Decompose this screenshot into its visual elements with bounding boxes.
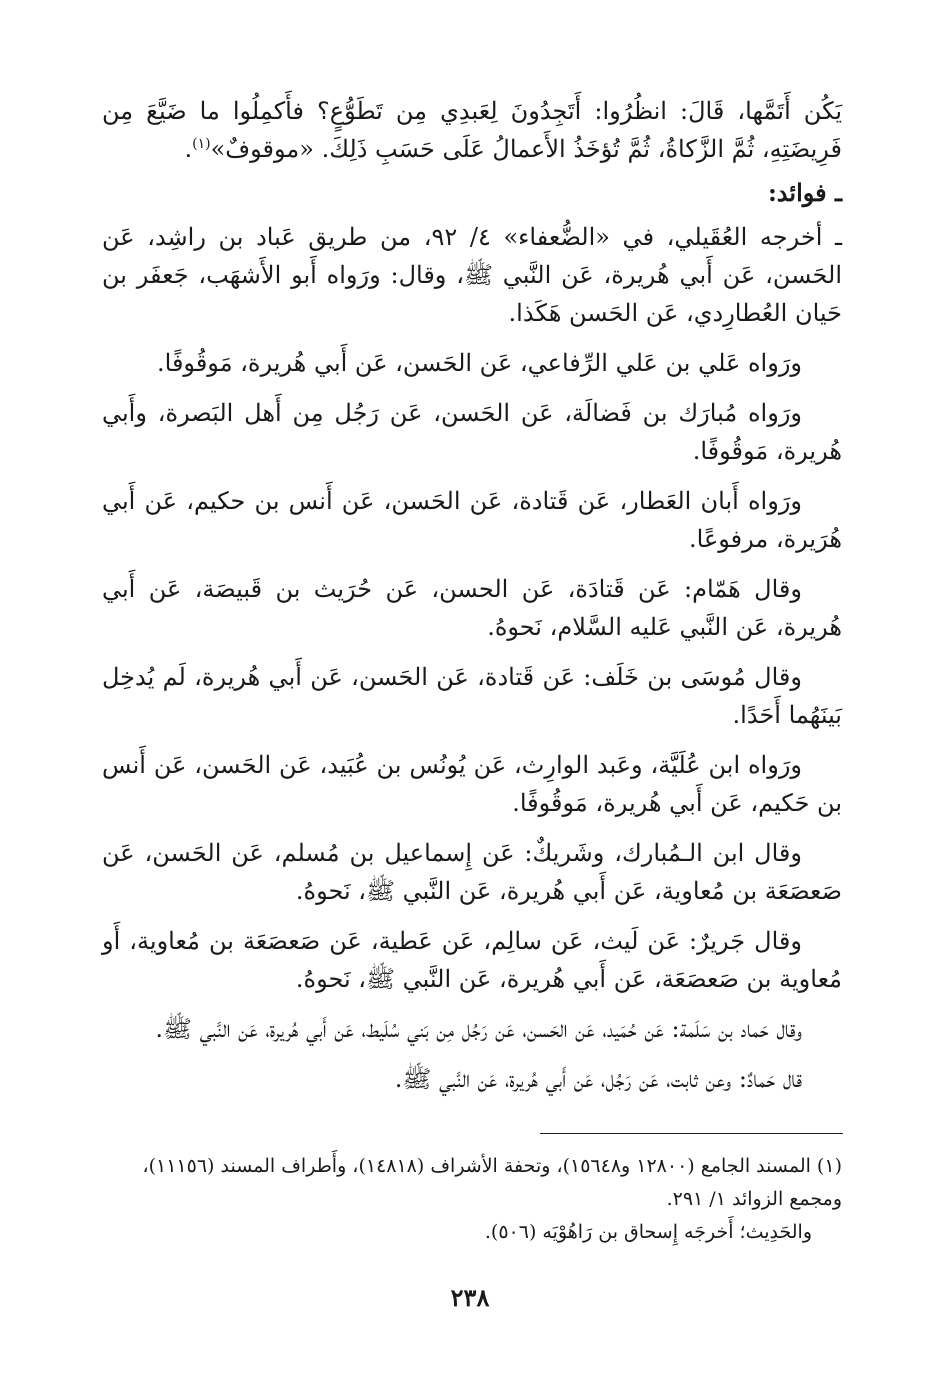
paragraph-4: ورَواه أَبان العَطار، عَن قَتادة، عَن الحَسن، عَن أَنس بن حكيم، عَن أَبي هُرَيرة، مرفوعًا. (102, 487, 842, 553)
footnote-marker: (١) (192, 136, 211, 152)
paragraph-5: وقال هَمّام: عَن قَتادَة، عَن الحسن، عَن حُرَيث بن قَبيصَة، عَن أَبي هُريرة، عَن النَّبي عَليه السَّلام، نَحوهُ. (102, 575, 842, 641)
paragraph-9: وقال جَريرٌ: عَن لَيث، عَن سالِم، عَن عَطية، عَن صَعصَعَة بن مُعاوية، أَو مُعاوية بن صَعصَعَة، عَن أَبي هُريرة، عَن النَّبي ﷺ، نَحوهُ. (102, 927, 842, 993)
paragraph-6: وقال مُوسَى بن خَلَف: عَن قَتادة، عَن الحَسن، عَن أَبي هُريرة، لَم يُدخِل بَينَهُما أَحَدًا. (102, 663, 842, 729)
footnote-divider (540, 1133, 843, 1134)
paragraph-hadith-end (102, 92, 842, 168)
paragraph-11: قال حَمادٌ: وعن ثابت، عَن رَجُل، عَن أَبي هُريرة، عَن النَّبي ﷺ. (394, 1065, 802, 1093)
paragraph-2: ورَواه عَلي بن عَلي الرِّفاعي، عَن الحَسن، عَن أَبي هُريرة، مَوقُوفًا. (157, 349, 802, 377)
paragraph-1: ـ أخرجه العُقَيلي، في «الضُّعفاء» ٤/ ٩٢، من طريق عَباد بن راشِد، عَن الحَسن، عَن أَبي هُريرة، عَن النَّبي ﷺ، وقال: ورَواه أَبو الأَشهَب، جَعفَر بن حَيان العُطارِدي، عَن الحَسن هَكَذا. (102, 223, 843, 327)
paragraph-3: ورَواه مُبارَك بن فَضالَة، عَن الحَسن، عَن رَجُل مِن أَهل البَصرة، وأَبي هُريرة، مَوقُوفًا. (102, 399, 842, 465)
hadith-text: يَكُن أَتَمَّها، قَالَ: انظُرُوا: أَتَجِدُونَ لِعَبدِي مِن تَطَوُّعٍ؟ فأَكمِلُوا ما ضَيَّعَ مِن فَرِيضَتِهِ، ثُمَّ الزَّكاةُ، ثُمَّ تُؤخَذُ الأَعمالُ عَلَى حَسَبِ ذَلِكَ. «موقوفٌ» (102, 97, 842, 163)
hadith-period: . (184, 135, 193, 163)
section-heading: ـ فوائد: (767, 178, 842, 207)
footnote-2: والحَدِيث؛ أَخرجَه إِسحاق بن رَاهُوْيَه (٥٠٦). (484, 1221, 812, 1243)
paragraph-10: وقال حَماد بن سَلَمة: عَن حُمَيد، عَن الحَسن، عَن رَجُل مِن بَني سُلَيط، عَن أَبي هُريرة، عَن النَّبي ﷺ. (155, 1015, 802, 1043)
footnotes (102, 1150, 842, 1249)
paragraph-7: ورَواه ابن عُلَيَّة، وعَبد الوارِث، عَن يُونُس بن عُبَيد، عَن الحَسن، عَن أَنس بن حَكيم، عَن أَبي هُريرة، مَوقُوفًا. (102, 751, 842, 817)
main-text (102, 92, 842, 1110)
page-number: ٢٣٨ (450, 1283, 490, 1312)
footnote-1: (١) المسند الجامع (١٢٨٠٠ و١٥٦٤٨)، وتحفة الأشراف (١٤٨١٨)، وأَطراف المسند (١١١٥٦)، ومجمع الزوائد ١/ ٢٩١. (142, 1155, 842, 1210)
paragraph-8: وقال ابن الـمُبارك، وشَريكٌ: عَن إِسماعيل بن مُسلم، عَن الحَسن، عَن صَعصَعَة بن مُعاوية، عَن أَبي هُريرة، عَن النَّبي ﷺ، نَحوهُ. (102, 839, 842, 905)
